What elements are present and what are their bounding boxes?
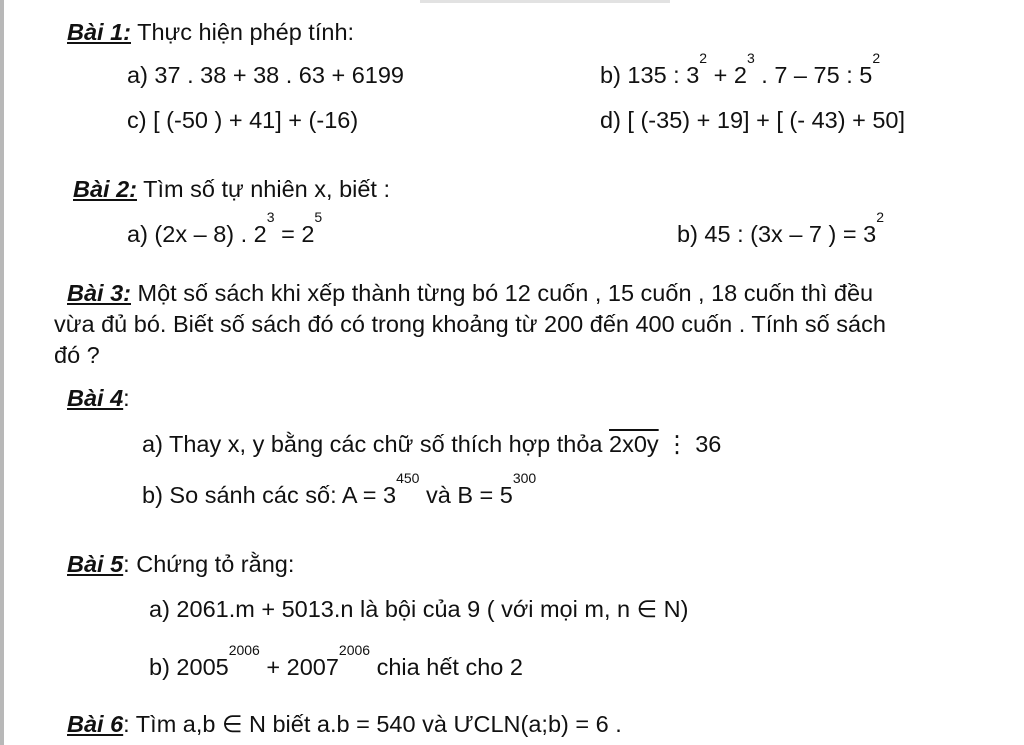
bai2-b-pre: b) 45 : (3x – 7 ) = 3: [677, 221, 877, 247]
bai3-line1: [67, 279, 873, 307]
bai6-text: : Tìm a,b ∈ N biết a.b = 540 và ƯCLN(a;b) = 6 .: [123, 711, 622, 737]
bai2-a-pre: a) (2x – 8) . 2: [127, 221, 267, 247]
bai2-a-exp2: 5: [314, 209, 323, 225]
bai4-heading: [67, 384, 130, 412]
bai4-b-exp1: 450: [396, 470, 420, 486]
bai5-b-post: chia hết cho 2: [370, 654, 523, 680]
bai2-b-exp1: 2: [876, 209, 884, 225]
bai6-heading: [67, 710, 622, 738]
bai2-label: Bài 2:: [73, 176, 137, 202]
page-left-edge: [0, 0, 4, 745]
bai1-heading: [67, 18, 354, 46]
bai1-d: d) [ (-35) + 19] + [ (- 43) + 50]: [600, 107, 905, 133]
bai4-b-exp2: 300: [512, 470, 537, 486]
bai1-b-mid2: . 7 – 75 : 5: [754, 62, 873, 88]
page-top-strip: [420, 0, 670, 3]
bai5-b-exp1: 2006: [228, 642, 260, 658]
bai5-b-exp2: 2006: [338, 642, 371, 658]
bai1-a: a) 37 . 38 + 38 . 63 + 6199: [127, 62, 404, 88]
bai4-a-pre: a) Thay x, y bằng các chữ số thích hợp thỏa: [142, 431, 610, 457]
bai1-b-pre: b) 135 : 3: [600, 62, 700, 88]
bai5-label: Bài 5: [67, 551, 124, 577]
bai2-a: [127, 209, 323, 248]
bai1-b: [600, 50, 881, 89]
bai3-line3: đó ?: [54, 342, 100, 368]
bai5-b: [149, 642, 523, 681]
bai2-b: [677, 209, 884, 248]
bai1-b-mid1: + 2: [707, 62, 747, 88]
bai4-b: [142, 470, 537, 509]
bai4-a-number: 2x0y: [609, 431, 659, 457]
bai4-a-post: ⋮ 36: [658, 431, 722, 457]
bai4-a: [142, 430, 721, 458]
bai6-label: Bài 6: [67, 711, 124, 737]
bai2-heading: [73, 175, 390, 203]
bai5-b-mid: + 2007: [259, 654, 339, 680]
bai4-b-pre: b) So sánh các số: A = 3: [142, 482, 397, 508]
bai3-label: Bài 3:: [67, 280, 131, 306]
bai3-line2: vừa đủ bó. Biết số sách đó có trong khoảng từ 200 đến 400 cuốn . Tính số sách: [54, 311, 886, 337]
bai1-c: c) [ (-50 ) + 41] + (-16): [127, 107, 359, 133]
bai3-text-1: Một số sách khi xếp thành từng bó 12 cuốn , 15 cuốn , 18 cuốn thì đều: [137, 280, 874, 306]
bai2-text: Tìm số tự nhiên x, biết :: [143, 176, 391, 202]
bai5-text: : Chứng tỏ rằng:: [123, 551, 295, 577]
bai2-a-mid: = 2: [274, 221, 315, 247]
bai4-label: Bài 4: [67, 385, 124, 411]
bai1-b-exp3: 2: [872, 50, 881, 66]
bai4-b-mid: và B = 5: [419, 482, 513, 508]
bai1-b-exp1: 2: [699, 50, 708, 66]
bai1-label: Bài 1:: [67, 19, 131, 45]
bai5-b-pre: b) 2005: [149, 654, 229, 680]
bai1-text: Thực hiện phép tính:: [137, 19, 355, 45]
bai1-b-exp2: 3: [746, 50, 755, 66]
bai5-a: a) 2061.m + 5013.n là bội của 9 ( với mọi m, n ∈ N): [149, 596, 689, 622]
bai2-a-exp1: 3: [266, 209, 275, 225]
bai4-colon: :: [123, 385, 130, 411]
bai5-heading: [67, 550, 294, 578]
